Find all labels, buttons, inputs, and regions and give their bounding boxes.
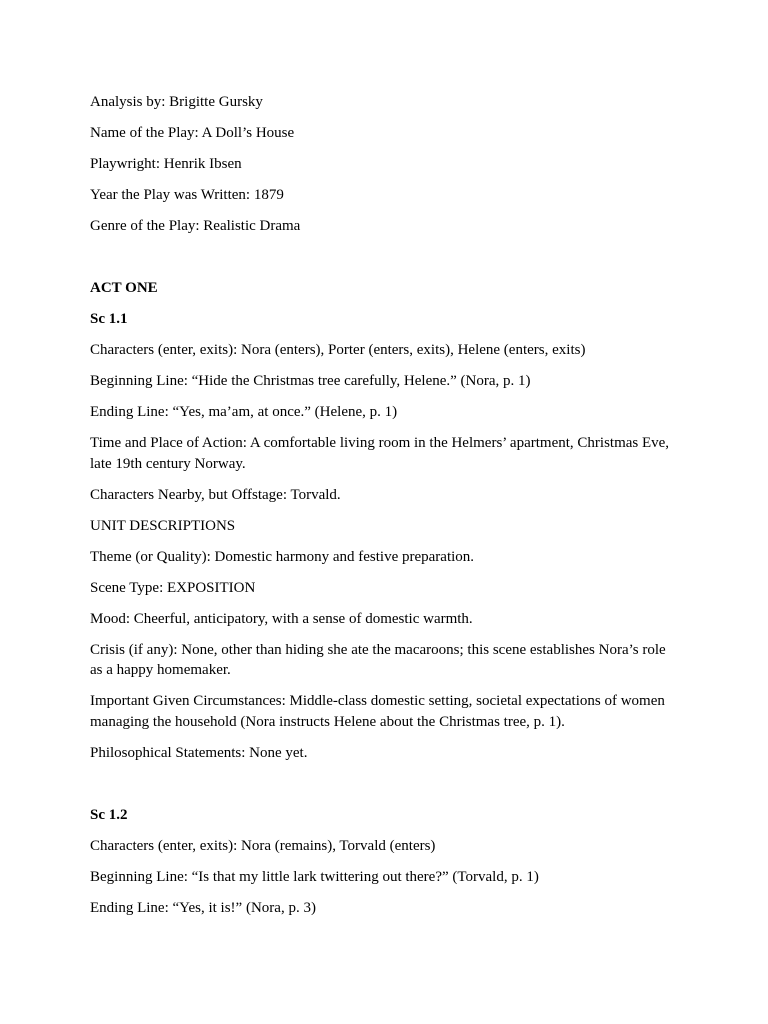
scene-type: Scene Type: EXPOSITION	[90, 579, 256, 596]
spacer	[90, 247, 680, 278]
scene-1-1	[90, 309, 680, 763]
scene-theme: Theme (or Quality): Domestic harmony and festive preparation.	[90, 548, 475, 565]
scene-given-circumstances: Important Given Circumstances: Middle-class domestic setting, societal expectations of women managing the household (Nora instructs Helene about the Christmas tree, p. 1).	[90, 693, 665, 730]
analysis-by: Analysis by: Brigitte Gursky	[90, 94, 263, 110]
unit-descriptions-heading: UNIT DESCRIPTIONS	[90, 517, 236, 534]
scene-beginning-line: Beginning Line: “Hide the Christmas tree carefully, Helene.” (Nora, p. 1)	[90, 373, 531, 389]
scene-characters: Characters (enter, exits): Nora (enters), Porter (enters, exits), Helene (enters, exits)	[90, 342, 586, 358]
scene-time-place: Time and Place of Action: A comfortable living room in the Helmers’ apartment, Christmas Eve, late 19th century Norway.	[90, 435, 670, 472]
scene-1-2	[90, 805, 680, 919]
document-page	[90, 92, 680, 929]
genre: Genre of the Play: Realistic Drama	[90, 218, 301, 234]
year-written: Year the Play was Written: 1879	[90, 187, 284, 203]
scene-mood: Mood: Cheerful, anticipatory, with a sense of domestic warmth.	[90, 610, 473, 627]
act-title: ACT ONE	[90, 280, 158, 296]
scene-characters: Characters (enter, exits): Nora (remains), Torvald (enters)	[90, 837, 436, 854]
scene-philosophical: Philosophical Statements: None yet.	[90, 744, 308, 761]
scene-crisis: Crisis (if any): None, other than hiding she ate the macaroons; this scene establishes Nora’s role as a happy homemaker.	[90, 641, 666, 678]
scene-beginning-line: Beginning Line: “Is that my little lark twittering out there?” (Torvald, p. 1)	[90, 868, 539, 885]
play-name: Name of the Play: A Doll’s House	[90, 125, 295, 141]
scene-nearby-offstage: Characters Nearby, but Offstage: Torvald.	[90, 486, 341, 503]
scene-title: Sc 1.2	[90, 806, 128, 823]
scene-ending-line: Ending Line: “Yes, ma’am, at once.” (Helene, p. 1)	[90, 404, 398, 420]
playwright: Playwright: Henrik Ibsen	[90, 156, 242, 172]
spacer	[90, 774, 680, 805]
scene-ending-line: Ending Line: “Yes, it is!” (Nora, p. 3)	[90, 899, 316, 916]
scene-title: Sc 1.1	[90, 311, 128, 327]
